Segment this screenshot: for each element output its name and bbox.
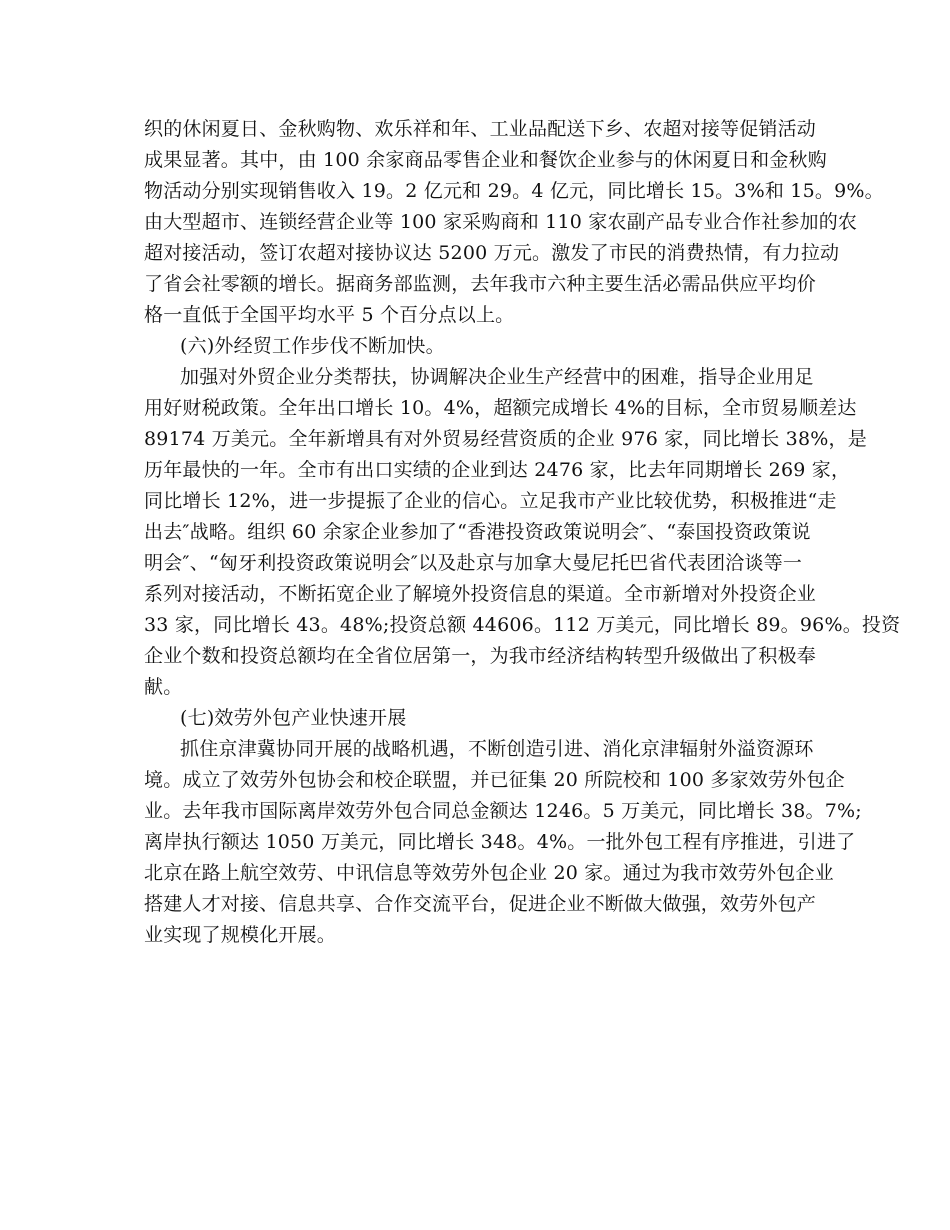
text-line: 离岸执行额达 1050 万美元，同比增长 348。4%。一批外包工程有序推进，引进了 <box>144 831 856 853</box>
text-line: 搭建人才对接、信息共享、合作交流平台，促进企业不断做大做强，效劳外包产 <box>144 893 817 915</box>
text-line: 系列对接活动，不断拓宽企业了解境外投资信息的渠道。全市新增对外投资企业 <box>144 583 817 605</box>
document-body <box>144 114 901 951</box>
text-line: 业。去年我市国际离岸效劳外包合同总金额达 1246。5 万美元，同比增长 38。7%; <box>144 800 862 822</box>
text-line: 33 家，同比增长 43。48%;投资总额 44606。112 万美元，同比增长 89。96%。投资 <box>144 614 901 636</box>
text-line: 抓住京津冀协同开展的战略机遇，不断创造引进、消化京津辐射外溢资源环 <box>180 738 814 760</box>
text-line: 由大型超市、连锁经营企业等 100 家采购商和 110 家农副产品专业合作社参加的农 <box>144 211 858 233</box>
text-line: 了省会社零额的增长。据商务部监测，去年我市六种主要生活必需品供应平均价 <box>144 273 817 295</box>
section-heading: (七)效劳外包产业快速开展 <box>180 707 407 729</box>
text-line: 加强对外贸企业分类帮扶，协调解决企业生产经营中的困难，指导企业用足 <box>180 366 814 388</box>
text-line: 物活动分别实现销售收入 19。2 亿元和 29。4 亿元，同比增长 15。3%和 15。9%。 <box>144 180 884 202</box>
text-line: 织的休闲夏日、金秋购物、欢乐祥和年、工业品配送下乡、农超对接等促销活动 <box>144 118 817 140</box>
text-line: 业实现了规模化开展。 <box>144 924 337 946</box>
text-line: 献。 <box>144 676 183 698</box>
text-line: 89174 万美元。全年新增具有对外贸易经营资质的企业 976 家，同比增长 38%，是 <box>144 428 867 450</box>
section-heading: (六)外经贸工作步伐不断加快。 <box>180 335 445 357</box>
text-line: 出去″战略。组织 60 余家企业参加了“香港投资政策说明会″、“泰国投资政策说 <box>144 521 811 543</box>
text-line: 同比增长 12%，进一步提振了企业的信心。立足我市产业比较优势，积极推进“走 <box>144 490 837 512</box>
text-line: 北京在路上航空效劳、中讯信息等效劳外包企业 20 家。通过为我市效劳外包企业 <box>144 862 834 884</box>
text-line: 成果显著。其中，由 100 余家商品零售企业和餐饮企业参与的休闲夏日和金秋购 <box>144 149 827 171</box>
text-line: 历年最快的一年。全市有出口实绩的企业到达 2476 家，比去年同期增长 269 家， <box>144 459 851 481</box>
text-line: 用好财税政策。全年出口增长 10。4%，超额完成增长 4%的目标，全市贸易顺差达 <box>144 397 857 419</box>
text-line: 企业个数和投资总额均在全省位居第一，为我市经济结构转型升级做出了积极奉 <box>144 645 817 667</box>
text-line: 境。成立了效劳外包协会和校企联盟，并已征集 20 所院校和 100 多家效劳外包企 <box>144 769 845 791</box>
text-line: 超对接活动，签订农超对接协议达 5200 万元。激发了市民的消费热情，有力拉动 <box>144 242 840 264</box>
text-line: 格一直低于全国平均水平 5 个百分点以上。 <box>144 304 515 326</box>
text-line: 明会″、“匈牙利投资政策说明会″以及赴京与加拿大曼尼托巴省代表团洽谈等一 <box>144 552 803 574</box>
